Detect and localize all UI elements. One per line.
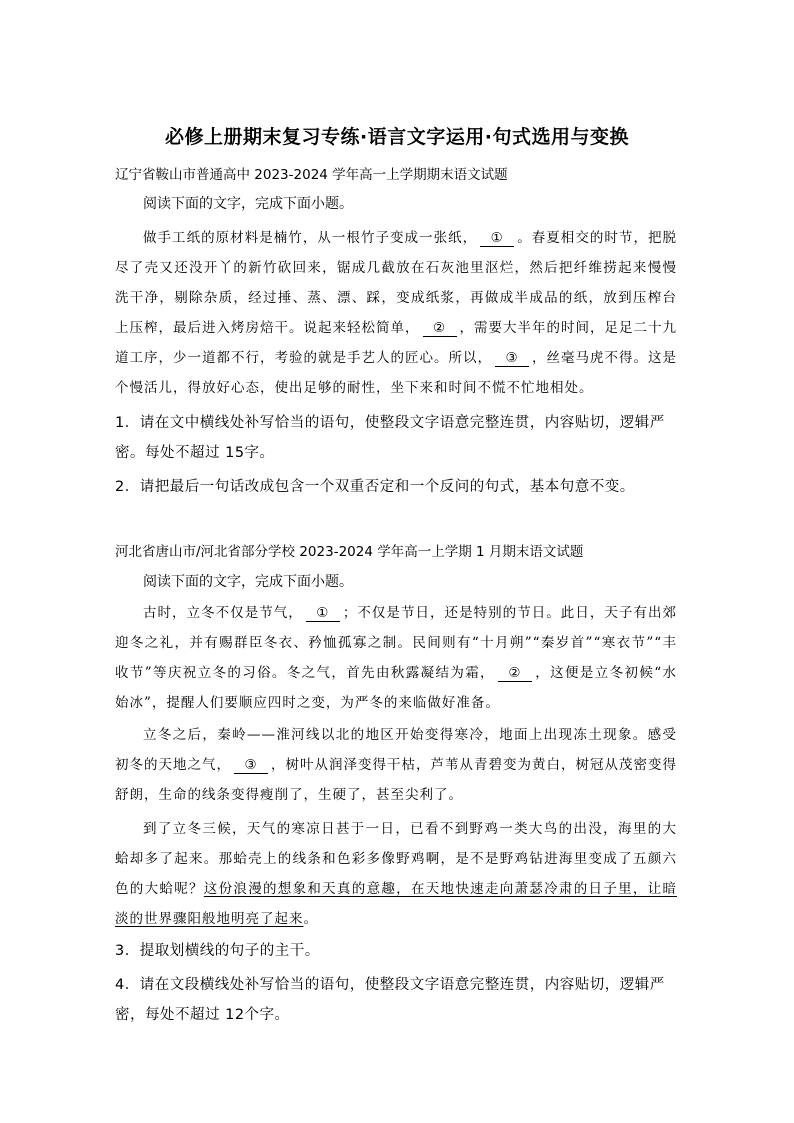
passage-1 [115,223,677,403]
instruction-1: 阅读下面的文字，完成下面小题。 [143,196,353,212]
passage-1-text: ，需要大半年的时间，足足二十九道工序，少一道都不行，考验的就是手艺人的匠心。所以， [115,320,677,366]
question-3: 3．提取划横线的句子的主干。 [115,943,320,959]
blank-2: ② [423,320,457,337]
passage-2-para-1 [115,598,677,718]
passage-2-text: 立冬之后，秦岭——淮河线以北的地区开始变得寒冷，地面上出现冻土现象。感受初冬的天地之气， [115,727,677,773]
passage-1-text: 做手工纸的原材料是楠竹，从一根竹子变成一张纸， [143,230,478,246]
passage-2-text: ；不仅是节日，还是特别的节日。此日，天子有出郊迎冬之礼，并有赐群臣冬衣、矜恤孤寡之制。民间则有“十月朔”“秦岁首”“寒衣节”“丰收节”等庆祝立冬的习俗。冬之气，首先由秋露凝结为霜， [115,605,678,681]
passage-2-text: 。 [303,911,318,927]
blank-3: ③ [495,350,529,367]
passage-2-para-2 [115,720,677,810]
passage-1-text: 。春夏相交的时节，把脱尽了壳又还没开丫的新竹砍回来，锯成几截放在石灰池里沤烂，然后把纤维捞起来慢慢洗干净，剔除杂质，经过捶、蒸、漂、踩，变成纸浆，再做成半成品的纸，放到压榨台上压榨，最后进入烤房焙干。说起来轻松简单， [115,230,678,336]
question-4: 4．请在文段横线处补写恰当的语句，使整段文字语意完整连贯，内容贴切，逻辑严密，每处不超过 12个字。 [115,977,665,1023]
passage-1-text: ，丝毫马虎不得。这是个慢活儿，得放好心态，使出足够的耐性，坐下来和时间不慌不忙地相处。 [115,350,677,396]
source-line-1: 辽宁省鞍山市普通高中 2023-2024 学年高一上学期期末语文试题 [115,167,508,183]
source-line-2: 河北省唐山市/河北省部分学校 2023-2024 学年高一上学期 1 月期末语文试题 [115,544,584,560]
passage-2-para-3 [115,814,677,934]
underlined-sentence: 这份浪漫的想象和天真的意趣，在天地快速走向萧瑟冷肃的日子里，让暗淡的世界骤阳般地明亮了起来 [115,881,678,927]
blank-2: ② [498,665,532,682]
passage-2-text: 到了立冬三候，天气的寒凉日甚于一日，已看不到野鸡一类大鸟的出没，海里的大蛤却多了起来。那蛤壳上的线条和色彩多像野鸡啊，是不是野鸡钻进海里变成了五颜六色的大蛤呢？ [115,821,677,897]
blank-1: ① [480,230,514,247]
page-title: 必修上册期末复习专练·语言文字运用·句式选用与变换 [165,126,629,148]
blank-3: ③ [234,757,268,774]
instruction-2: 阅读下面的文字，完成下面小题。 [143,574,353,590]
question-1: 1．请在文中横线处补写恰当的语句，使整段文字语意完整连贯，内容贴切，逻辑严密。每处不超过 15字。 [115,415,665,461]
question-2: 2．请把最后一句话改成包含一个双重否定和一个反问的句式，基本句意不变。 [115,479,635,495]
passage-2-text: ，这便是立冬初候“水始冰”，提醒人们要顺应四时之变，为严冬的来临做好准备。 [115,665,678,711]
passage-2-text: 古时，立冬不仅是节气， [143,605,303,621]
passage-2-text: ，树叶从润泽变得干枯，芦苇从青碧变为黄白，树冠从茂密变得舒朗，生命的线条变得瘦削了，生硬了，甚至尖利了。 [115,757,677,803]
blank-1: ① [306,605,340,622]
